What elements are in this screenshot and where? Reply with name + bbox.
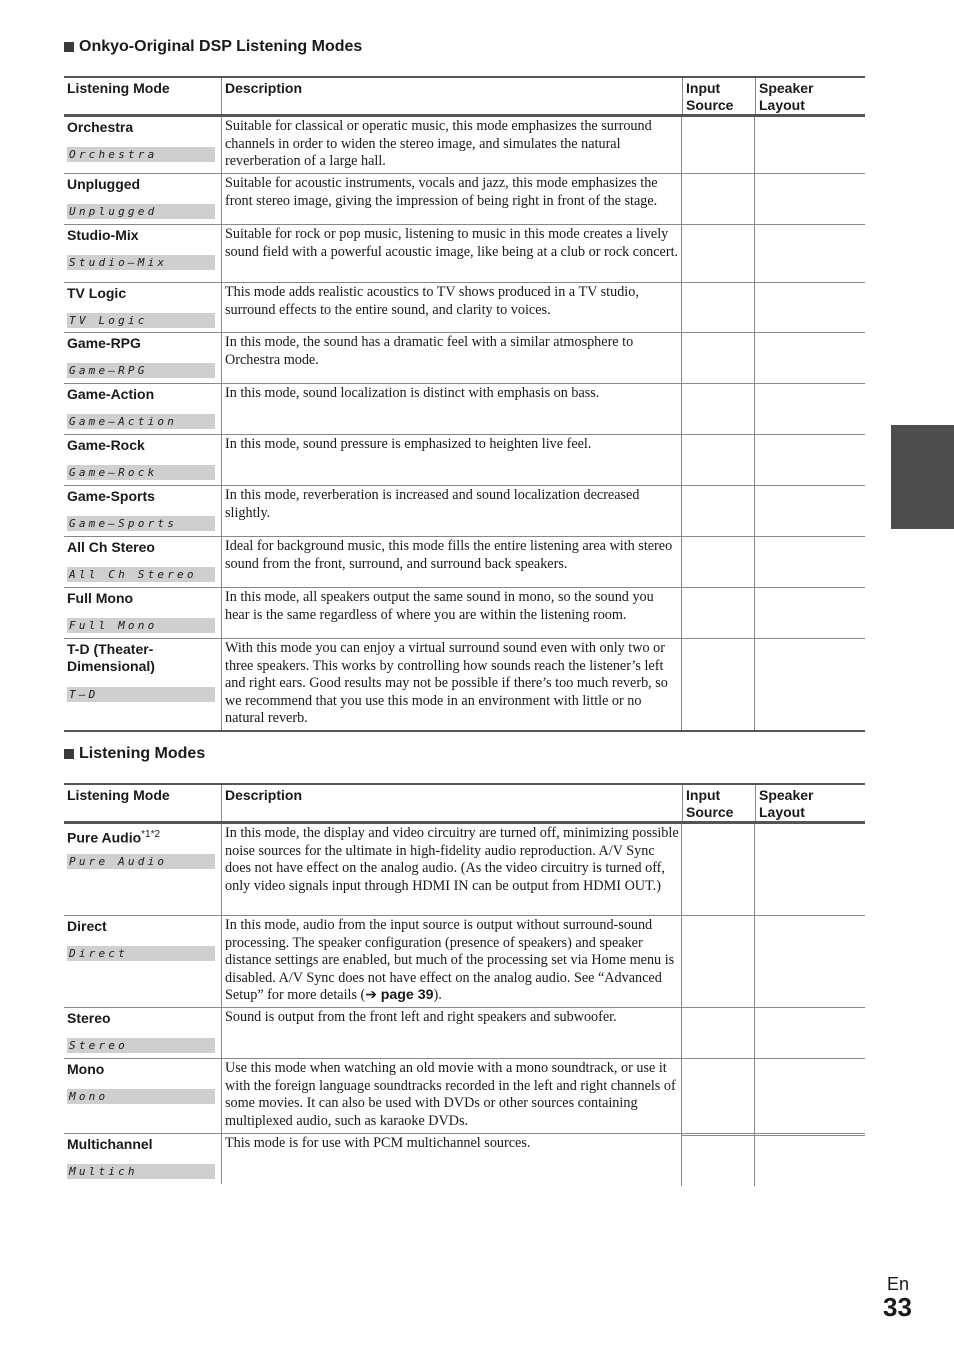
display-indicator: Mono (67, 1089, 215, 1104)
header-listening-mode: Listening Mode (67, 80, 170, 96)
header-listening-mode: Listening Mode (67, 787, 170, 803)
table-row (64, 117, 865, 174)
mode-description: With this mode you can enjoy a virtual surround sound even with only two or three speakers. This works by controlling how sounds reach the listener’s left and right ears. Good results may not be possible if there’s too much reverb, so we recommend that you use this mode in an environment with little or no natural reverb. (221, 639, 682, 732)
section-title-text: Onkyo-Original DSP Listening Modes (79, 38, 363, 55)
table-row (64, 384, 865, 435)
display-indicator: Stereo (67, 1038, 215, 1053)
table-row (64, 537, 865, 588)
mode-name: All Ch Stereo (67, 539, 155, 555)
section-title-text: Listening Modes (79, 745, 206, 762)
header-description: Description (221, 785, 682, 821)
table-row (64, 225, 865, 283)
display-indicator: Game–RPG (67, 363, 215, 378)
table-row (64, 639, 865, 732)
header-input-source: Input Source (682, 785, 755, 821)
mode-name: Stereo (67, 1010, 111, 1026)
mode-name: Orchestra (67, 119, 134, 135)
mode-description: Suitable for classical or operatic music, this mode emphasizes the surround channels in order to widen the stereo image, and simulates the natural reverberation of a large hall. (221, 117, 682, 173)
mode-name: TV Logic (67, 285, 127, 301)
mode-description: Ideal for background music, this mode fills the entire listening area with stereo sound from the front, surround, and surround back speakers. (221, 537, 682, 587)
square-bullet-icon (64, 42, 74, 52)
mode-name: Full Mono (67, 590, 134, 606)
table-row (64, 435, 865, 486)
dsp-modes-table (64, 76, 865, 732)
display-indicator: Unplugged (67, 204, 215, 219)
display-indicator: Multich (67, 1164, 215, 1179)
mode-description: Suitable for rock or pop music, listening to music in this mode creates a lively sound field with a powerful acoustic image, like being at a club or rock concert. (221, 225, 682, 282)
mode-description: In this mode, sound localization is distinct with emphasis on bass. (221, 384, 682, 434)
section-title-dsp-modes (64, 38, 362, 56)
table-row (64, 486, 865, 537)
table-row (64, 283, 865, 333)
table-row (64, 1059, 865, 1134)
arrow-icon: ➔ (365, 987, 378, 1004)
mode-name: Unplugged (67, 176, 141, 192)
column-divider (681, 117, 682, 731)
mode-description: In this mode, the sound has a dramatic feel with a similar atmosphere to Orchestra mode. (221, 333, 682, 383)
mode-description: In this mode, all speakers output the same sound in mono, so the sound you hear is the same regardless of where you are within the listening room. (221, 588, 682, 638)
table-row (64, 1008, 865, 1059)
display-indicator: Orchestra (67, 147, 215, 162)
table-row (64, 824, 865, 916)
footnote-marker: *1*2 (141, 829, 161, 840)
display-indicator: Game–Action (67, 414, 215, 429)
mode-description: Use this mode when watching an old movie with a mono soundtrack, or use it with the foreign language soundtracks recorded in the left and right channels of some movies. It can also be used with DVDs or other sources containing multiplexed audio, such as karaoke DVDs. (221, 1059, 682, 1133)
listening-modes-table (64, 783, 865, 1184)
header-input-source: Input Source (682, 78, 755, 114)
table-header (64, 783, 865, 824)
chapter-tab-marker (891, 425, 954, 529)
mode-name: Pure Audio$^{*1*2}$ (67, 829, 161, 846)
header-speaker-layout: Speaker Layout (755, 78, 865, 114)
table-row (64, 588, 865, 639)
display-indicator: Game–Sports (67, 516, 215, 531)
mode-description: Suitable for acoustic instruments, vocals and jazz, this mode emphasizes the front stereo image, giving the impression of being right in front of the stage. (221, 174, 682, 224)
display-indicator: Full Mono (67, 618, 215, 633)
mode-name: T-D (Theater-Dimensional) (67, 641, 155, 674)
mode-description: In this mode, reverberation is increased and sound localization decreased slightly. (221, 486, 682, 536)
mode-name: Game-Sports (67, 488, 155, 504)
display-indicator: Direct (67, 946, 215, 961)
display-indicator: Studio–Mix (67, 255, 215, 270)
mode-description: In this mode, audio from the input source is output without surround-sound processing. The speaker configuration (presence of speakers) and speaker distance settings are enabled, but much of the processing set via Home menu is disabled. A/V Sync does not have effect on the analog audio. See “Advanced Setup” for more details (➔ page 39). (221, 916, 682, 1007)
mode-description: Sound is output from the front left and right speakers and subwoofer. (221, 1008, 682, 1058)
header-description: Description (221, 78, 682, 114)
mode-description: This mode is for use with PCM multichannel sources. (221, 1134, 682, 1184)
input-speaker-group-divider (681, 1135, 865, 1136)
column-divider (681, 824, 682, 1186)
table-header (64, 76, 865, 117)
page-language: En (887, 1274, 910, 1294)
mode-name: Multichannel (67, 1136, 153, 1152)
mode-name: Game-RPG (67, 335, 141, 351)
mode-description: This mode adds realistic acoustics to TV shows produced in a TV studio, surround effects to the entire sound, and clarity to voices. (221, 283, 682, 332)
display-indicator: Game–Rock (67, 465, 215, 480)
column-divider (754, 824, 755, 1186)
table-row (64, 174, 865, 225)
speaker-group-divider (754, 536, 865, 537)
mode-description: In this mode, the display and video circuitry are turned off, minimizing possible noise sources for the ultimate in high-fidelity audio reproduction. A/V Sync does not have effect on the analog audio. (As the video circuitry is turned off, only video signals input through HDMI IN can be output from HDMI OUT.) (221, 824, 682, 915)
display-indicator: Pure Audio (67, 854, 215, 869)
display-indicator: TV Logic (67, 313, 215, 328)
table-row (64, 916, 865, 1008)
page-reference-link[interactable]: page 39 (380, 987, 434, 1004)
mode-name: Game-Action (67, 386, 155, 402)
mode-name: Game-Rock (67, 437, 145, 453)
mode-name: Studio-Mix (67, 227, 139, 243)
mode-description: In this mode, sound pressure is emphasized to heighten live feel. (221, 435, 682, 485)
table-bottom-rule (64, 730, 865, 732)
page-number: 33 (883, 1292, 912, 1322)
speaker-group-divider (754, 638, 865, 639)
header-speaker-layout: Speaker Layout (755, 785, 865, 821)
square-bullet-icon (64, 749, 74, 759)
table-row (64, 333, 865, 384)
display-indicator: All Ch Stereo (67, 567, 215, 582)
table-row (64, 1134, 865, 1184)
display-indicator: T–D (67, 687, 215, 702)
mode-name: Mono (67, 1061, 105, 1077)
section-title-listening-modes (64, 745, 205, 763)
mode-name: Direct (67, 918, 107, 934)
